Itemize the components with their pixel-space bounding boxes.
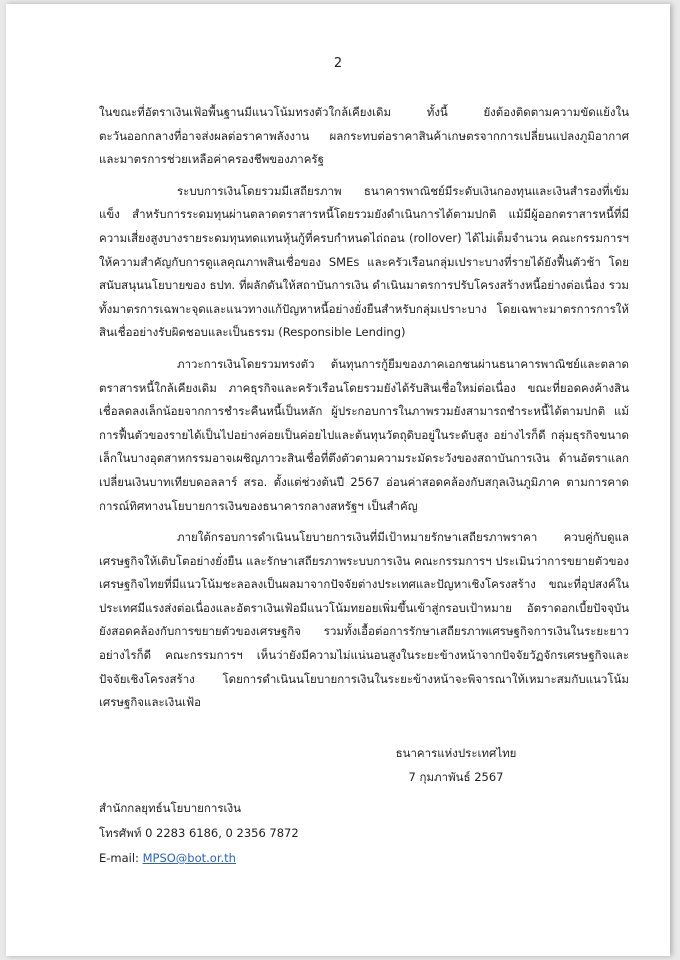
signature-block [371,741,541,789]
contact-department: สำนักกลยุทธ์นโยบายการเงิน [99,801,241,815]
paragraph-policy-framework: ภายใต้กรอบการดำเนินนโยบายการเงินที่มีเป้าหมายรักษาเสถียรภาพราคา ควบคู่กับดูแลเศรษฐกิจให้เติบโตอย่างยั่งยืน และรักษาเสถียรภาพระบบการเงิน คณะกรรมการฯ ประเมินว่าการขยายตัวของเศรษฐกิจไทยที่มีแนวโน้มชะลอลงเป็นผลมาจากปัจจัยต่างประเทศและปัญหาเชิงโครงสร้าง ขณะที่อุปสงค์ในประเทศมีแรงส่งต่อเนื่องและอัตราเงินเฟ้อมีแนวโน้มทยอยเพิ่มขึ้นเข้าสู่กรอบเป้าหมาย อัตราดอกเบี้ยปัจจุบันยังสอดคล้องกับการขยายตัวของเศรษฐกิจ รวมทั้งเอื้อต่อการรักษาเสถียรภาพเศรษฐกิจการเงินในระยะยาว อย่างไรก็ดี คณะกรรมการฯ เห็นว่ายังมีความไม่แน่นอนสูงในระยะข้างหน้าจากปัจจัยวัฏจักรเศรษฐกิจและปัจจัยเชิงโครงสร้าง โดยการดำเนินนโยบายการเงินในระยะข้างหน้าจะพิจารณาให้เหมาะสมกับแนวโน้มเศรษฐกิจและเงินเฟ้อ [99,530,629,710]
paragraph-inflation-continued: ในขณะที่อัตราเงินเฟ้อพื้นฐานมีแนวโน้มทรงตัวใกล้เคียงเดิม ทั้งนี้ ยังต้องติดตามความขัดแย้งในตะวันออกกลางที่อาจส่งผลต่อราคาพลังงาน ผลกระทบต่อราคาสินค้าเกษตรจากการเปลี่ยนแปลงภูมิอากาศ และมาตรการช่วยเหลือค่าครองชีพของภาครัฐ [99,105,629,167]
email-link[interactable]: MPSO@bot.or.th [142,851,236,865]
document-body [99,101,629,723]
email-label: E-mail: [99,851,139,865]
signature-org: ธนาคารแห่งประเทศไทย [395,746,517,760]
paragraph-financial-conditions: ภาวะการเงินโดยรวมทรงตัว ต้นทุนการกู้ยืมของภาคเอกชนผ่านธนาคารพาณิชย์และตลาดตราสารหนี้ใกล้เคียงเดิม ภาคธุรกิจและครัวเรือนโดยรวมยังได้รับสินเชื่อใหม่ต่อเนื่อง ขณะที่ยอดคงค้างสินเชื่อลดลงเล็กน้อยจากการชำระคืนหนี้เป็นหลัก ผู้ประกอบการในภาพรวมยังสามารถชำระหนี้ได้ตามปกติ แม้การฟื้นตัวของรายได้เป็นไปอย่างค่อยเป็นค่อยไปและต้นทุนวัตถุดิบอยู่ในระดับสูง อย่างไรก็ดี กลุ่มธุรกิจขนาดเล็กในบางอุตสาหกรรมอาจเผชิญภาวะสินเชื่อที่ตึงตัวตามความระมัดระวังของสถาบันการเงิน ด้านอัตราแลกเปลี่ยนเงินบาทเทียบดอลลาร์ สรอ. ตั้งแต่ช่วงต้นปี 2567 อ่อนค่าสอดคล้องกับสกุลเงินภูมิภาค ตามการคาดการณ์ทิศทางนโยบายการเงินของธนาคารกลางสหรัฐฯ เป็นสำคัญ [99,356,629,513]
contact-email-line [99,846,299,871]
phone-label: โทรศัพท์ [99,826,142,840]
document-page [6,4,670,956]
signature-date: 7 กุมภาพันธ์ 2567 [408,770,504,784]
page-number: 2 [333,56,343,71]
contact-block [99,796,299,871]
phone-numbers: 0 2283 6186, 0 2356 7872 [145,826,299,840]
contact-phone-line [99,821,299,846]
paragraph-financial-system: ระบบการเงินโดยรวมมีเสถียรภาพ ธนาคารพาณิชย์มีระดับเงินกองทุนและเงินสำรองที่เข้มแข็ง สำหรับการระดมทุนผ่านตลาดตราสารหนี้โดยรวมยังดำเนินการได้ตามปกติ แม้มีผู้ออกตราสารหนี้ที่มีความเสี่ยงสูงบางรายระดมทุนทดแทนหุ้นกู้ที่ครบกำหนดไถ่ถอน (rollover) ได้ไม่เต็มจำนวน คณะกรรมการฯ ให้ความสำคัญกับการดูแลคุณภาพสินเชื่อของ SMEs และครัวเรือนกลุ่มเปราะบางที่รายได้ยังฟื้นตัวช้า โดยสนับสนุนนโยบายของ ธปท. ที่ผลักดันให้สถาบันการเงิน ดำเนินมาตรการปรับโครงสร้างหนี้อย่างต่อเนื่อง รวมทั้งมาตรการเฉพาะจุดและแนวทางแก้ปัญหาหนี้อย่างยั่งยืนสำหรับกลุ่มเปราะบาง โดยเฉพาะมาตรการการให้สินเชื่ออย่างรับผิดชอบและเป็นธรรม (Responsible Lending) [99,183,629,340]
